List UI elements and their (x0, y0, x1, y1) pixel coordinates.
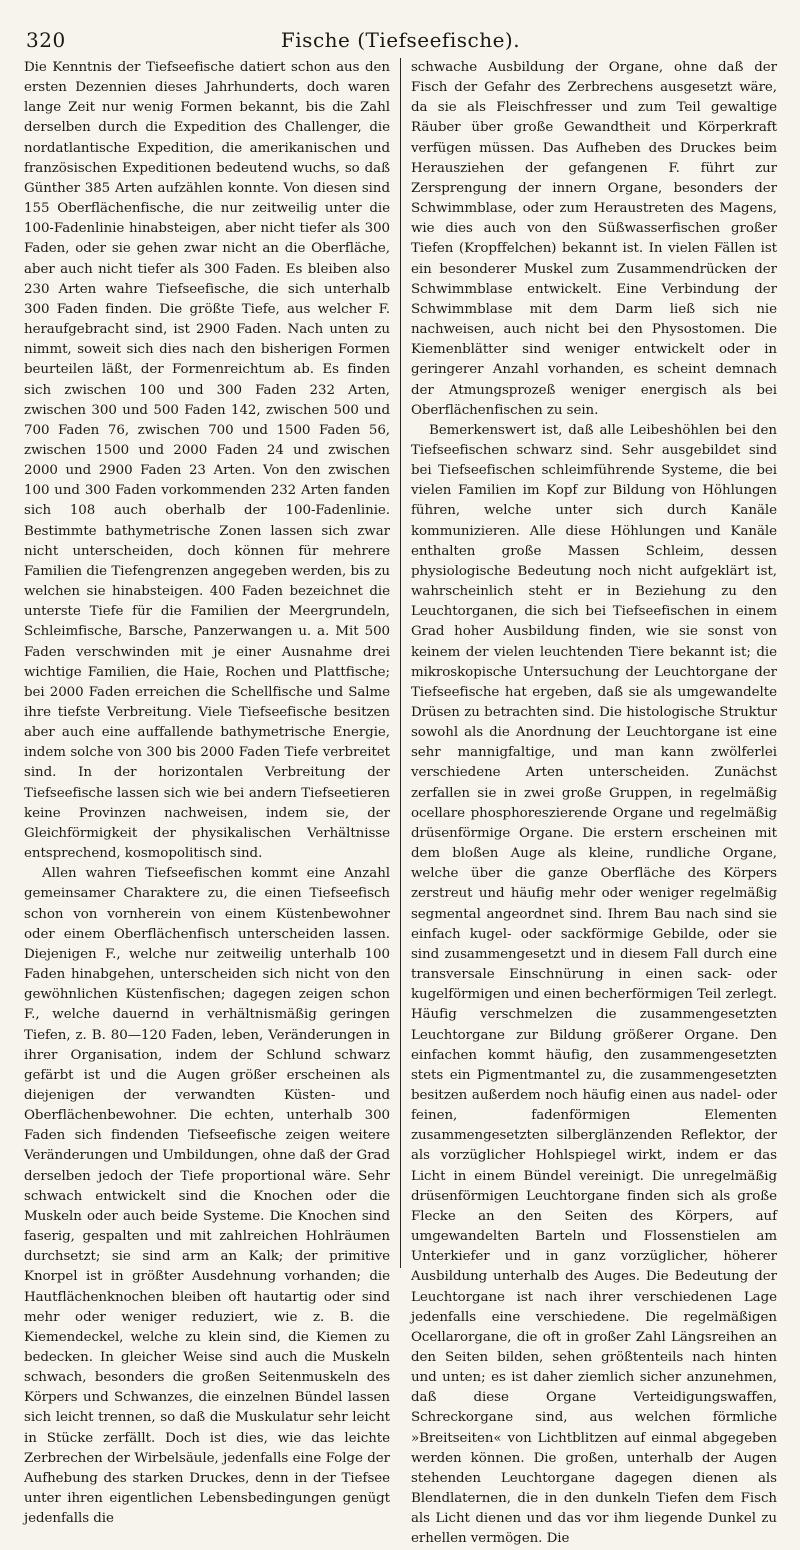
paragraph: Bemerkenswert ist, daß alle Leibeshöhlen bei den Tiefseefischen schwarz sind. Sehr ausgebildet sind bei Tiefseefischen schleimführende Systeme, die bei vielen Familien im Kopf zur Bildung von Höhlungen führen, welche unter sich durch Kanäle kommunizieren. Alle diese Höhlungen und Kanäle enthalten große Massen Schleim, dessen physiologische Bedeutung noch nicht aufgeklärt ist, wahrscheinlich steht er in Beziehung zu den Leuchtorganen, die sich bei Tiefseefischen in einem Grad hoher Ausbildung finden, wie sie sonst von keinem der vielen leuchtenden Tiere bekannt ist; die mikroskopische Untersuchung der Leuchtorgane der Tiefseefische hat ergeben, daß sie als umgewandelte Drüsen zu betrachten sind. Die histologische Struktur sowohl als die Anordnung der Leuchtorgane ist eine sehr mannigfaltige, und man kann zwölferlei verschiedene Arten unterscheiden. Zunächst zerfallen sie in zwei große Gruppen, in regelmäßig ocellare phosphoreszierende Organe und regelmäßig drüsenförmige Organe. Die erstern erscheinen mit dem bloßen Auge als kleine, rundliche Organe, welche über die ganze Oberfläche des Körpers zerstreut und häufig mehr oder weniger regelmäßig segmental angeordnet sind. Ihrem Bau nach sind sie einfach kugel- oder sackförmige Gebilde, oder sie sind zusammengesetzt und in diesem Fall durch eine transversale Einschnürung in einen sack- oder kugelförmigen und einen becherförmigen Teil zerlegt. Häufig verschmelzen die zusammengesetzten Leuchtorgane zur Bildung größerer Organe. Den einfachen kommt häufig, den zusammengesetzten stets ein Pigmentmantel zu, die zusammengesetzten besitzen außerdem noch häufig einen aus nadel- oder feinen, fadenförmigen Elementen zusammengesetzten silberglänzenden Reflektor, der als vorzüglicher Hohlspiegel wirkt, indem er das Licht in einem Bündel vereinigt. Die unregelmäßig drüsenförmigen Leuchtorgane finden sich als große Flecke an den Seiten des Körpers, auf umgewandelten Barteln und Flossenstielen am Unterkiefer und in ganz vorzüglicher, höherer Ausbildung unterhalb des Auges. Die Bedeutung der Leuchtorgane ist nach ihrer verschiedenen Lage jedenfalls eine verschiedene. Die regelmäßigen Ocellarorgane, die oft in großer Zahl Längsreihen an den Seiten bilden, sehen größtenteils nach hinten und unten; es ist daher ziemlich sicher anzunehmen, daß diese Organe Verteidigungswaffen, Schreckorgane sind, aus welchen förmliche »Breitseiten« von Lichtblitzen auf einmal abgegeben werden können. Die großen, unterhalb der Augen stehenden Leuchtorgane dagegen dienen als Blendlaternen, die in den dunkeln Tiefen dem Fisch als Licht dienen und das vor ihm liegende Dunkel zu erhellen vermögen. Die (410, 422, 777, 1547)
paragraph: Die Kenntnis der Tiefseefische datiert schon aus den ersten Dezennien dieses Jahrhunderts, doch waren lange Zeit nur wenig Formen bekannt, bis die Zahl derselben durch die Expedition des Challenger, die nordatlantische Expedition, die amerikanischen und französischen Expeditionen bedeutend wuchs, so daß Günther 385 Arten aufzählen konnte. Von diesen sind 155 Oberflächenfische, die nur zeitweilig unter die 100-Fadenlinie hinabsteigen, aber nicht tiefer als 300 Faden, oder sie gehen zwar nicht an die Oberfläche, aber auch nicht tiefer als 300 Faden. Es bleiben also 230 Arten wahre Tiefseefische, die sich unterhalb 300 Faden finden. Die größte Tiefe, aus welcher F. heraufgebracht sind, ist 2900 Faden. Nach unten zu nimmt, soweit sich dies nach den bisherigen Formen beurteilen läßt, der Formenreichtum ab. Es finden sich zwischen 100 und 300 Faden 232 Arten, zwischen 300 und 500 Faden 142, zwischen 500 und 700 Faden 76, zwischen 700 und 1500 Faden 56, zwischen 1500 und 2000 Faden 24 und zwischen 2000 und 2900 Faden 23 Arten. Von den zwischen 100 und 300 Faden vorkommenden 232 Arten fanden sich 108 auch oberhalb der 100-Fadenlinie. Bestimmte bathymetrische Zonen lassen sich zwar nicht unterscheiden, doch können für mehrere Familien die Tiefengrenzen angegeben werden, bis zu welchen sie hinabsteigen. 400 Faden bezeichnet die unterste Tiefe für die Familien der Meergrundeln, Schleimfische, Barsche, Panzerwangen u. a. Mit 500 Faden verschwinden mit je einer Ausnahme drei wichtige Familien, die Haie, Rochen und Plattfische; bei 2000 Faden erreichen die Schellfische und Salme ihre tiefste Verbreitung. Viele Tiefseefische besitzen aber auch eine auffallende bathymetrische Energie, indem solche von 300 bis 2000 Faden Tiefe verbreitet sind. In der horizontalen Verbreitung der Tiefseefische lassen sich wie bei andern Tiefseetieren keine Provinzen nachweisen, indem sie, der Gleichförmigkeit der physikalischen Verhältnisse entsprechend, kosmopolitisch sind. (24, 60, 391, 862)
paragraph: schwache Ausbildung der Organe, ohne daß der Fisch der Gefahr des Zerbrechens ausgesetzt wäre, da sie als Fleischfresser und zum Teil gewaltige Räuber über große Gewandtheit und Körperkraft verfügen müssen. Das Aufheben des Druckes beim Herausziehen der gefangenen F. führt zur Zersprengung der innern Organe, besonders der Schwimmblase, oder zum Heraustreten des Magens, wie dies auch von den Süßwasserfischen großer Tiefen (Kropffelchen) bekannt ist. In vielen Fällen ist ein besonderer Muskel zum Zusammendrücken der Schwimmblase entwickelt. Eine Verbindung der Schwimmblase mit dem Darm ließ sich nie nachweisen, auch nicht bei den Physostomen. Die Kiemenblätter sind weniger entwickelt oder in geringerer Anzahl vorhanden, es scheint demnach der Atmungsprozeß weniger energisch als bei Oberflächenfischen zu sein. (410, 60, 777, 418)
left-column (24, 58, 391, 1527)
text-columns (24, 58, 777, 1547)
paragraph: Allen wahren Tiefseefischen kommt eine Anzahl gemeinsamer Charaktere zu, die einen Tiefseefisch schon von vornherein von einem Küstenbewohner oder einem Oberflächenfisch unterscheiden lassen. Diejenigen F., welche nur zeitweilig unterhalb 100 Faden hinabgehen, unterscheiden sich nicht von den gewöhnlichen Küstenfischen; dagegen zeigen schon F., welche dauernd in verhältnismäßig geringen Tiefen, z. B. 80—120 Faden, leben, Veränderungen in ihrer Organisation, indem der Schlund schwarz gefärbt ist und die Augen größer erscheinen als diejenigen der verwandten Küsten- und Oberflächenbewohner. Die echten, unterhalb 300 Faden sich findenden Tiefseefische zeigen weitere Veränderungen und Umbildungen, ohne daß der Grad derselben jedoch der Tiefe proportional wäre. Sehr schwach entwickelt sind die Knochen oder die Muskeln oder auch beide Systeme. Die Knochen sind faserig, gespalten und mit zahlreichen Hohlräumen durchsetzt; sie sind arm an Kalk; der primitive Knorpel ist in größter Ausdehnung vorhanden; die Hautflächenknochen bleiben oft hautartig oder sind mehr oder weniger reduziert, wie z. B. die Kiemendeckel, welche zu klein sind, die Kiemen zu bedecken. In gleicher Weise sind auch die Muskeln schwach, besonders die großen Seitenmuskeln des Körpers und Schwanzes, die einzelnen Bündel lassen sich leicht trennen, so daß die Muskulatur sehr leicht in Stücke zerfällt. Doch ist dies, wie das leichte Zerbrechen der Wirbelsäule, jedenfalls eine Folge der Aufhebung des starken Druckes, denn in der Tiefsee unter ihren eigentlichen Lebensbedingungen genügt jedenfalls die (24, 866, 391, 1527)
column-divider (400, 58, 401, 1268)
right-column (410, 58, 777, 1547)
page-number: 320 (26, 28, 66, 52)
running-head: Fische (Tiefseefische). (280, 28, 521, 52)
page-header (24, 24, 777, 58)
